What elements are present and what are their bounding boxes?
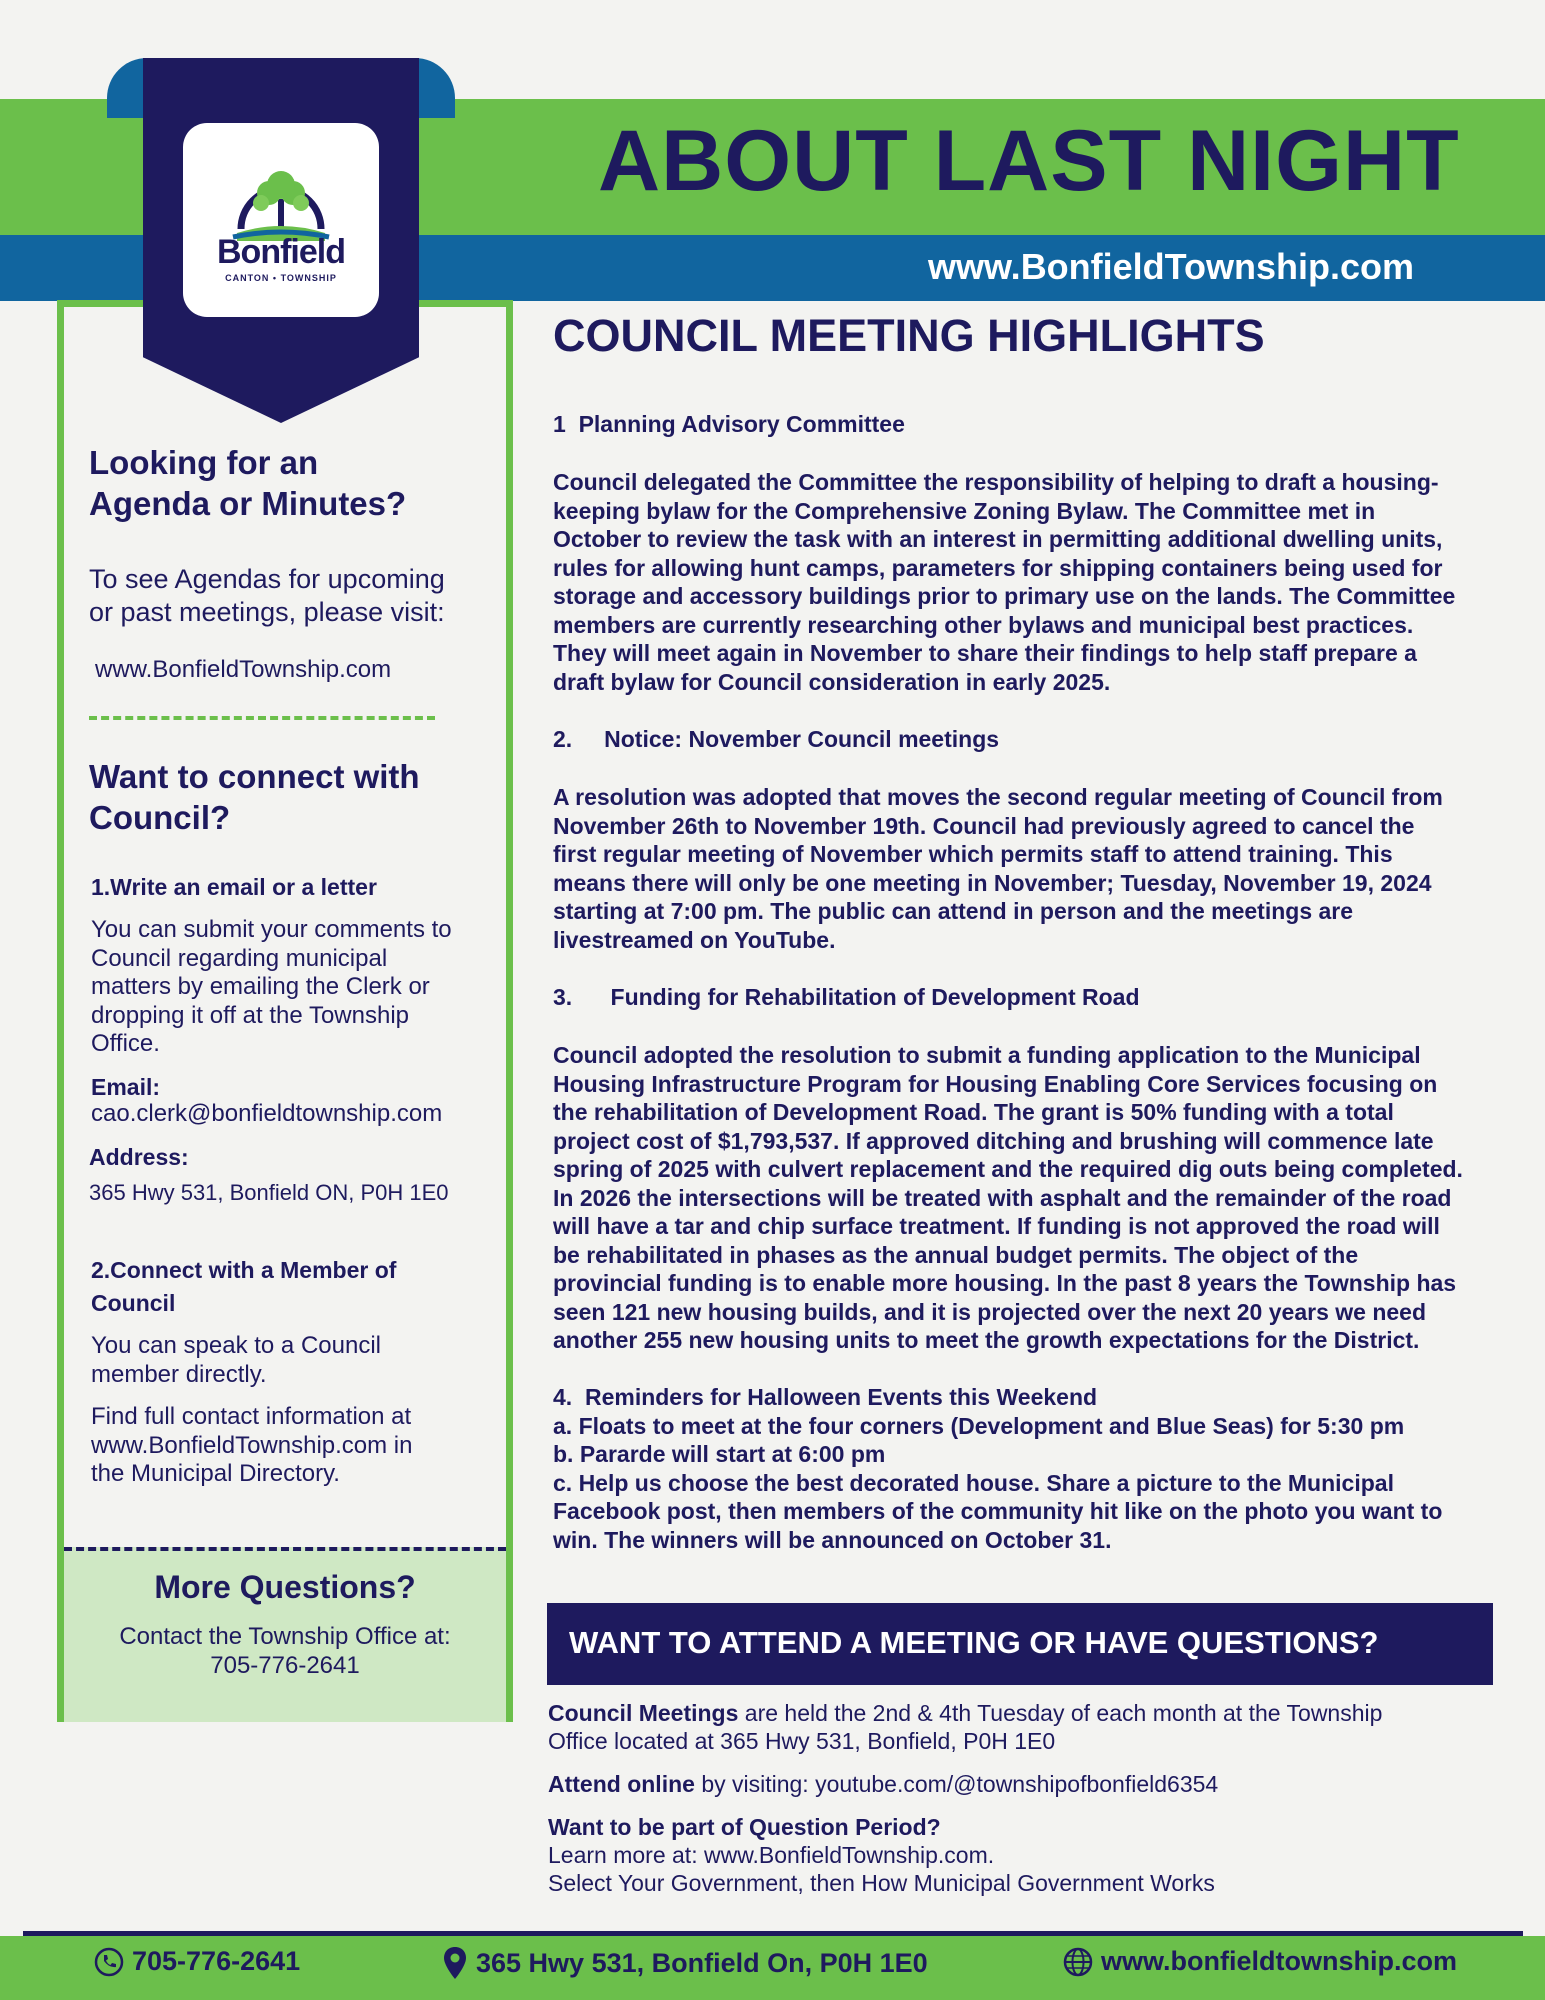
location-pin-icon (442, 1946, 468, 1980)
item2-line: November 26th to November 19th. Council had previously agreed to cancel the (553, 812, 1415, 839)
footer-website-text: www.bonfieldtownship.com (1101, 1946, 1457, 1976)
item4-line: c. Help us choose the best decorated house. Share a picture to the Municipal (553, 1469, 1394, 1496)
question-period-link[interactable]: Learn more at: www.BonfieldTownship.com. (548, 1842, 995, 1868)
item3-heading: 3. Funding for Rehabilitation of Development Road (553, 984, 1140, 1010)
item4-line: a. Floats to meet at the four corners (Development and Blue Seas) for 5:30 pm (553, 1412, 1405, 1439)
item3-line: project cost of $1,793,537. If approved ditching and brushing will commence late (553, 1127, 1434, 1154)
questions-heading: More Questions? (154, 1569, 416, 1605)
email-link[interactable]: cao.clerk@bonfieldtownship.com (91, 1100, 443, 1127)
meetings-address: Office located at 365 Hwy 531, Bonfield, P0H 1E0 (548, 1728, 1056, 1754)
item3-line: spring of 2025 with culvert replacement and the required dig outs being completed. (553, 1156, 1463, 1182)
item1-line: draft bylaw for Council consideration in early 2025. (553, 668, 1111, 695)
item2-heading: 2. Notice: November Council meetings (553, 726, 1000, 752)
item3-line: Housing Infrastructure Program for Housing Enabling Core Services focusing on (553, 1070, 1438, 1097)
directory-text-line: Find full contact information at (91, 1403, 412, 1430)
footer-address (442, 1946, 928, 1980)
page-title: ABOUT LAST NIGHT (598, 113, 1460, 209)
item2-line: first regular meeting of November which permits staff to attend training. This (553, 841, 1393, 867)
question-period-label: Want to be part of Question Period? (548, 1814, 941, 1840)
item2-line: starting at 7:00 pm. The public can attend in person and the meetings are (553, 898, 1354, 924)
agenda-heading (89, 442, 489, 524)
agenda-heading-line: Agenda or Minutes? (89, 485, 407, 522)
address-value: 365 Hwy 531, Bonfield ON, P0H 1E0 (89, 1180, 449, 1205)
item1-line: They will meet again in November to share their findings to help staff prepare a (553, 640, 1417, 666)
footer-phone[interactable] (94, 1946, 300, 1977)
item1-line: members are currently researching other bylaws and municipal best practices. (553, 611, 1414, 638)
step1-title: 1.Write an email or a letter (91, 874, 377, 900)
item4-block (553, 1383, 1513, 1554)
globe-icon (1063, 1947, 1093, 1977)
meetings-label: Council Meetings (548, 1700, 739, 1726)
item1-line: rules for allowing hunt camps, parameters for shipping containers being used for (553, 554, 1443, 581)
directory-text (91, 1403, 491, 1489)
item3-body (553, 1041, 1513, 1355)
item2-line: livestreamed on YouTube. (553, 926, 836, 953)
item1-line: Council delegated the Committee the responsibility of helping to draft a housing- (553, 469, 1439, 495)
step1-text-line: You can submit your comments to (91, 916, 452, 943)
item3-line: be rehabilitated in phases as the annual budget permits. The object of the (553, 1241, 1359, 1268)
question-period-instructions: Select Your Government, then How Municipal Government Works (548, 1870, 1215, 1896)
step2-text (91, 1332, 491, 1389)
item4-line: b. Pararde will start at 6:00 pm (553, 1441, 886, 1467)
agenda-url-link[interactable]: www.BonfieldTownship.com (95, 656, 392, 683)
item1-line: storage and accessory buildings prior to primary use on the lands. The Committee (553, 583, 1456, 609)
footer-phone-text: 705-776-2641 (132, 1946, 301, 1976)
questions-text (64, 1622, 506, 1680)
meetings-info (548, 1699, 1508, 1755)
connect-heading-line: Council? (89, 799, 231, 836)
youtube-link[interactable]: by visiting: youtube.com/@townshipofbonfield6354 (694, 1771, 1219, 1797)
item1-line: October to review the task with an interest in permitting additional dwelling units, (553, 526, 1443, 552)
directory-text-line: the Municipal Directory. (91, 1460, 340, 1487)
agenda-heading-line: Looking for an (89, 444, 319, 481)
connect-heading-line: Want to connect with (89, 758, 420, 795)
logo-subtitle: CANTON • TOWNSHIP (225, 273, 337, 283)
address-label: Address: (89, 1144, 189, 1170)
item1-body (553, 468, 1513, 696)
step2-text-line: member directly. (91, 1360, 267, 1388)
item3-line: another 255 new housing units to meet the growth expectations for the District. (553, 1327, 1420, 1353)
item4-line: win. The winners will be announced on October 31. (553, 1526, 1112, 1553)
item4-heading: 4. Reminders for Halloween Events this Weekend (553, 1384, 1098, 1410)
item3-line: Council adopted the resolution to submit a funding application to the Municipal (553, 1042, 1421, 1068)
step2-title-line: Council (91, 1290, 176, 1316)
step1-text-line: Office. (91, 1030, 160, 1057)
item1-line: keeping bylaw for the Comprehensive Zoning Bylaw. The Committee met in (553, 497, 1376, 524)
item3-line: seen 121 new housing builds, and it is projected over the next 20 years we need (553, 1298, 1427, 1325)
item3-line: the rehabilitation of Development Road. The grant is 50% funding with a total (553, 1099, 1394, 1125)
connect-heading (89, 756, 489, 838)
item3-line: will have a tar and chip surface treatment. If funding is not approved the road will (553, 1213, 1440, 1239)
agenda-text-line: or past meetings, please visit: (89, 597, 445, 627)
footer-address-text: 365 Hwy 531, Bonfield On, P0H 1E0 (476, 1947, 928, 1978)
email-label: Email: (91, 1074, 161, 1100)
logo (183, 123, 379, 317)
phone-icon (94, 1947, 124, 1977)
header-website-link[interactable]: www.BonfieldTownship.com (928, 246, 1414, 287)
step1-text-line: Council regarding municipal (91, 944, 388, 972)
attend-banner: WANT TO ATTEND A MEETING OR HAVE QUESTIONS? (547, 1603, 1493, 1685)
step1-text-line: dropping it off at the Township (91, 1001, 409, 1029)
step1-text-line: matters by emailing the Clerk or (91, 973, 430, 1000)
step2-title-line: 2.Connect with a Member of (91, 1257, 397, 1283)
item2-body (553, 783, 1513, 954)
item2-line: means there will only be one meeting in November; Tuesday, November 19, 2024 (553, 869, 1432, 896)
online-label: Attend online (548, 1771, 695, 1797)
question-period-info (548, 1813, 1508, 1897)
step2-title (91, 1254, 491, 1320)
agenda-text-line: To see Agendas for upcoming (89, 564, 445, 594)
divider (89, 716, 435, 720)
item2-line: A resolution was adopted that moves the second regular meeting of Council from (553, 784, 1443, 810)
questions-text-line: Contact the Township Office at: (119, 1623, 451, 1650)
item4-line: Facebook post, then members of the community hit like on the photo you want to (553, 1498, 1443, 1524)
meetings-text: are held the 2nd & 4th Tuesday of each month at the Township (738, 1700, 1383, 1726)
logo-wordmark: Bonfield (217, 233, 345, 271)
agenda-text (89, 563, 489, 629)
online-info (548, 1770, 1508, 1798)
questions-phone[interactable]: 705-776-2641 (210, 1652, 360, 1679)
tree-logo-icon (231, 161, 331, 241)
item1-heading: 1 Planning Advisory Committee (553, 411, 905, 437)
item3-line: In 2026 the intersections will be treated with asphalt and the remainder of the road (553, 1184, 1452, 1211)
step1-text (91, 916, 491, 1059)
step2-text-line: You can speak to a Council (91, 1332, 381, 1359)
directory-text-line: www.BonfieldTownship.com in (91, 1431, 413, 1459)
item3-line: provincial funding is to enable more housing. In the past 8 years the Township has (553, 1270, 1457, 1296)
footer-website[interactable] (1063, 1946, 1457, 1977)
highlights-title: COUNCIL MEETING HIGHLIGHTS (553, 310, 1265, 361)
